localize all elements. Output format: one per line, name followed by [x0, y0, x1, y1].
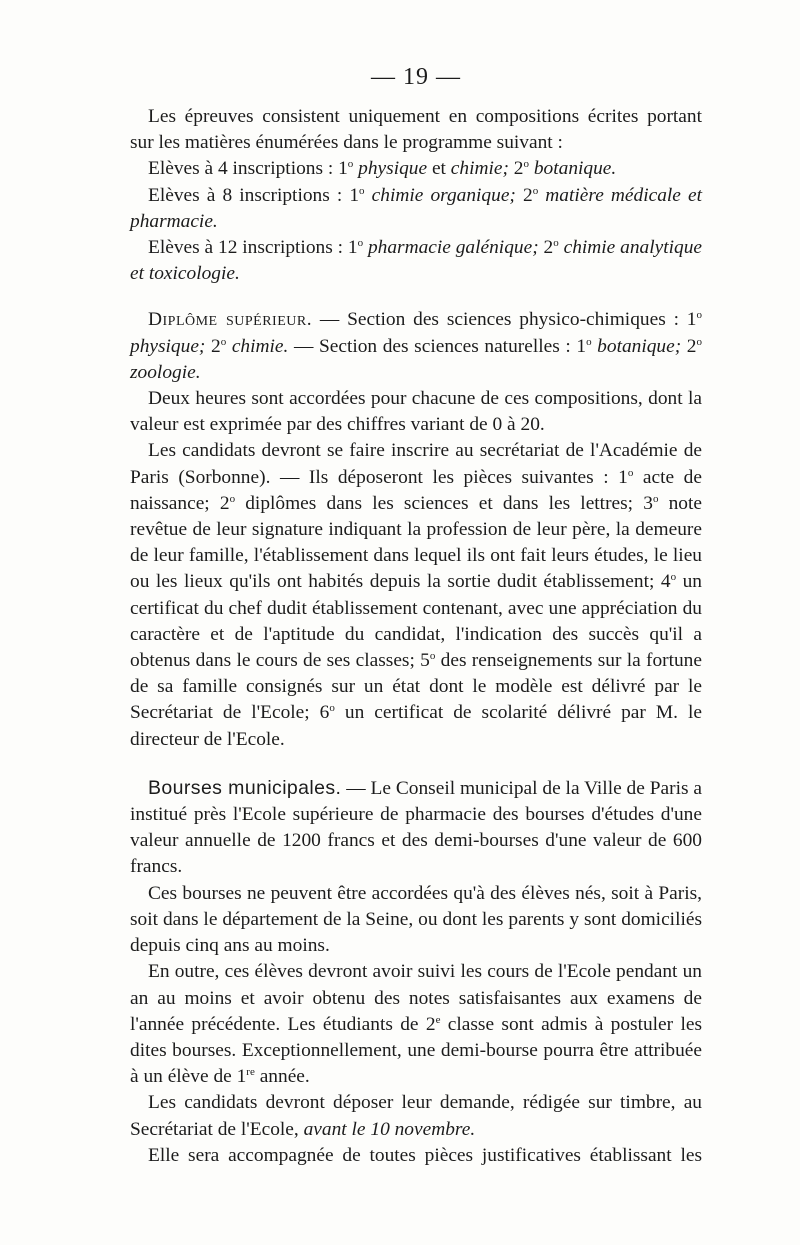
paragraph-duree: Deux heures sont accordées pour chacune de ces compositions, dont la valeur est exprimée par des chiffres variant de 0 à 20.: [130, 388, 702, 436]
ordinal: o: [229, 492, 236, 505]
section-heading: Bourses municipales.: [148, 776, 342, 799]
text: 2: [681, 335, 697, 357]
text: 2: [515, 184, 533, 206]
subject: matière médicale et pharmacie.: [130, 184, 702, 232]
subject: zoologie.: [130, 361, 201, 383]
subject: chimie analytique et toxicologie.: [130, 237, 702, 285]
text: — Section des sciences physico-chimiques : 1: [312, 309, 697, 331]
ordinal: o: [523, 158, 529, 171]
text: 2: [538, 237, 554, 259]
ordinal: o: [357, 237, 364, 250]
paragraph-epreuves: Les épreuves consistent uniquement en compositions écrites portant sur les matières énumérées dans le programme suivant :: [130, 106, 702, 154]
subject: botanique.: [533, 158, 617, 180]
paragraph-8-inscriptions: [130, 183, 702, 235]
subject: botanique;: [597, 335, 682, 357]
text: 2: [508, 158, 524, 180]
text: Elèves à 12 inscriptions : 1: [148, 237, 358, 259]
ordinal: re: [246, 1066, 255, 1079]
ordinal: o: [553, 237, 559, 250]
text: — Le Conseil municipal de la Ville de Paris a institué près l'Ecole supérieure de pharmacie des bourses d'études d'une valeur annuelle de 1200 francs et des demi-bourses d'une valeur de 600 francs.: [130, 777, 702, 878]
ordinal: o: [627, 466, 634, 479]
section-heading: Diplôme supérieur.: [148, 309, 313, 331]
text: 2: [205, 335, 221, 357]
paragraph-en-outre: [130, 959, 702, 1090]
text: un certificat de scolarité délivré par M. le directeur de l'Ecole.: [130, 702, 702, 750]
page-number: — 19 —: [371, 64, 461, 90]
ordinal: o: [586, 335, 592, 348]
text: En outre, ces élèves devront avoir suivi les cours de l'Ecole pendant un an au moins et avoir obtenu des notes satisfaisantes aux examens de l'année précédente. Les étudiants de 2: [130, 961, 702, 1035]
paragraph-12-inscriptions: [130, 235, 702, 287]
text: — Section des sciences naturelles : 1: [288, 335, 587, 357]
paragraph-conditions: Ces bourses ne peuvent être accordées qu'à des élèves nés, soit à Paris, soit dans le département de la Seine, ou dont les parents y sont domiciliés depuis cinq ans au moins.: [130, 882, 702, 957]
ordinal: o: [359, 184, 365, 197]
text: acte de naissance; 2: [130, 466, 702, 514]
text: diplômes dans les sciences et dans les lettres; 3: [235, 492, 653, 514]
subject: pharmacie galénique;: [367, 237, 539, 259]
ordinal: e: [435, 1013, 441, 1026]
ordinal: o: [329, 702, 335, 715]
ordinal: o: [220, 335, 227, 348]
subject: chimie.: [231, 335, 289, 357]
text: note revêtue de leur signature indiquant la profession de leur père, la demeure de leur famille, l'établissement dans lequel ils ont fait leurs études, le lieu ou les lieux qu'ils ont habités depuis la sortie dudit établissement; 4: [130, 492, 702, 593]
paragraph-bourses-municipales: [130, 775, 702, 881]
paragraph-demande: [130, 1090, 702, 1142]
text: des renseignements sur la fortune de sa famille consignés sur un état dont le modèle est délivré par le Secrétariat de l'Ecole; 6: [130, 650, 702, 724]
text: année.: [254, 1066, 310, 1088]
text: Les candidats devront déposer leur demande, rédigée sur timbre, au Secrétariat de l'Ecole,: [130, 1092, 702, 1140]
subject: chimie organique;: [371, 184, 516, 206]
text: Les candidats devront se faire inscrire au secrétariat de l'Académie de Paris (Sorbonne). — Ils déposeront les pièces suivantes : 1: [130, 440, 702, 488]
ordinal: o: [652, 492, 659, 505]
paragraph-diplome-superieur: [130, 307, 702, 386]
text: Elèves à 8 inscriptions : 1: [148, 184, 360, 206]
text: un certificat du chef dudit établissement contenant, avec une appréciation du caractère et de l'aptitude du candidat, l'indication des succès qu'il a obtenus dans le cours de ses classes; 5: [130, 571, 702, 672]
subject: physique;: [130, 335, 206, 357]
ordinal: o: [429, 650, 436, 663]
ordinal: o: [696, 335, 702, 348]
text: Elèves à 4 inscriptions : 1: [148, 158, 348, 180]
subject: chimie;: [450, 158, 509, 180]
ordinal: o: [696, 309, 703, 322]
paragraph-4-inscriptions: [130, 156, 702, 182]
subject: physique: [358, 158, 428, 180]
ordinal: o: [670, 571, 677, 584]
paragraph-pieces: [130, 438, 702, 752]
deadline: avant le 10 novembre.: [303, 1118, 476, 1140]
ordinal: o: [347, 158, 354, 171]
text: classe sont admis à postuler les dites bourses. Exceptionnellement, une demi-bourse pourra être attribuée à un élève de 1: [130, 1013, 702, 1088]
paragraph-pieces-justificatives: Elle sera accompagnée de toutes pièces justificatives établissant les: [148, 1144, 702, 1166]
text: et: [427, 158, 451, 180]
ordinal: o: [532, 184, 539, 197]
